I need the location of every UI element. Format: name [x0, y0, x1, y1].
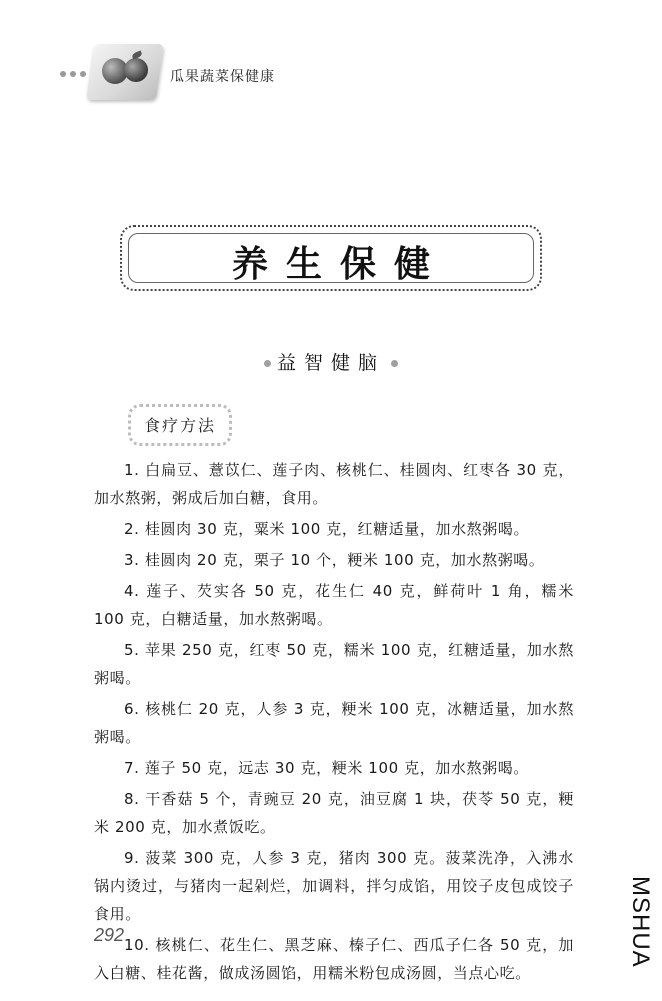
- fruit-icon: [124, 58, 148, 82]
- recipe-item: 3. 桂圆肉 20 克，栗子 10 个，粳米 100 克，加水熬粥喝。: [124, 551, 545, 569]
- recipe-item: 10. 核桃仁、花生仁、黑芝麻、榛子仁、西瓜子仁各 50 克，加入白糖、桂花酱，做成汤圆馅，用糯米粉包成汤圆，当点心吃。: [94, 936, 574, 982]
- method-tag-label: 食疗方法: [143, 416, 216, 435]
- chapter-title: 养生保健: [231, 244, 448, 285]
- recipe-item: 1. 白扁豆、薏苡仁、莲子肉、核桃仁、桂圆肉、红枣各 30 克，加水熬粥，粥成后加白糖，食用。: [94, 461, 574, 507]
- recipe-item: 8. 干香菇 5 个，青豌豆 20 克，油豆腐 1 块，茯苓 50 克，粳米 200 克，加水煮饭吃。: [94, 790, 574, 836]
- chapter-title-frame: [120, 225, 542, 291]
- bullet-dot: [264, 360, 271, 367]
- recipe-list: [94, 456, 574, 990]
- bullet-dot: [391, 360, 398, 367]
- recipe-item: 7. 莲子 50 克，远志 30 克，粳米 100 克，加水熬粥喝。: [124, 759, 529, 777]
- running-header-title: 瓜果蔬菜保健康: [170, 69, 275, 85]
- recipe-item: 9. 菠菜 300 克，人参 3 克，猪肉 300 克。菠菜洗净，入沸水锅内烫过，与猪肉一起剁烂，加调料，拌匀成馅，用饺子皮包成饺子食用。: [94, 849, 574, 923]
- section-heading: [0, 348, 662, 375]
- header-dots: [60, 71, 86, 77]
- section-title: 益智健脑: [276, 352, 385, 374]
- recipe-item: 6. 核桃仁 20 克，人参 3 克，粳米 100 克，冰糖适量，加水熬粥喝。: [94, 700, 574, 746]
- recipe-item: 2. 桂圆肉 30 克，粟米 100 克，红糖适量，加水熬粥喝。: [124, 520, 530, 538]
- method-tag: [128, 404, 232, 446]
- recipe-item: 4. 莲子、芡实各 50 克，花生仁 40 克，鲜荷叶 1 角，糯米 100 克，白糖适量，加水熬粥喝。: [94, 582, 574, 628]
- recipe-item: 5. 苹果 250 克，红枣 50 克，糯米 100 克，红糖适量，加水熬粥喝。: [94, 641, 574, 687]
- page-number: 292: [94, 925, 125, 945]
- watermark-text: MSHUA: [627, 876, 654, 968]
